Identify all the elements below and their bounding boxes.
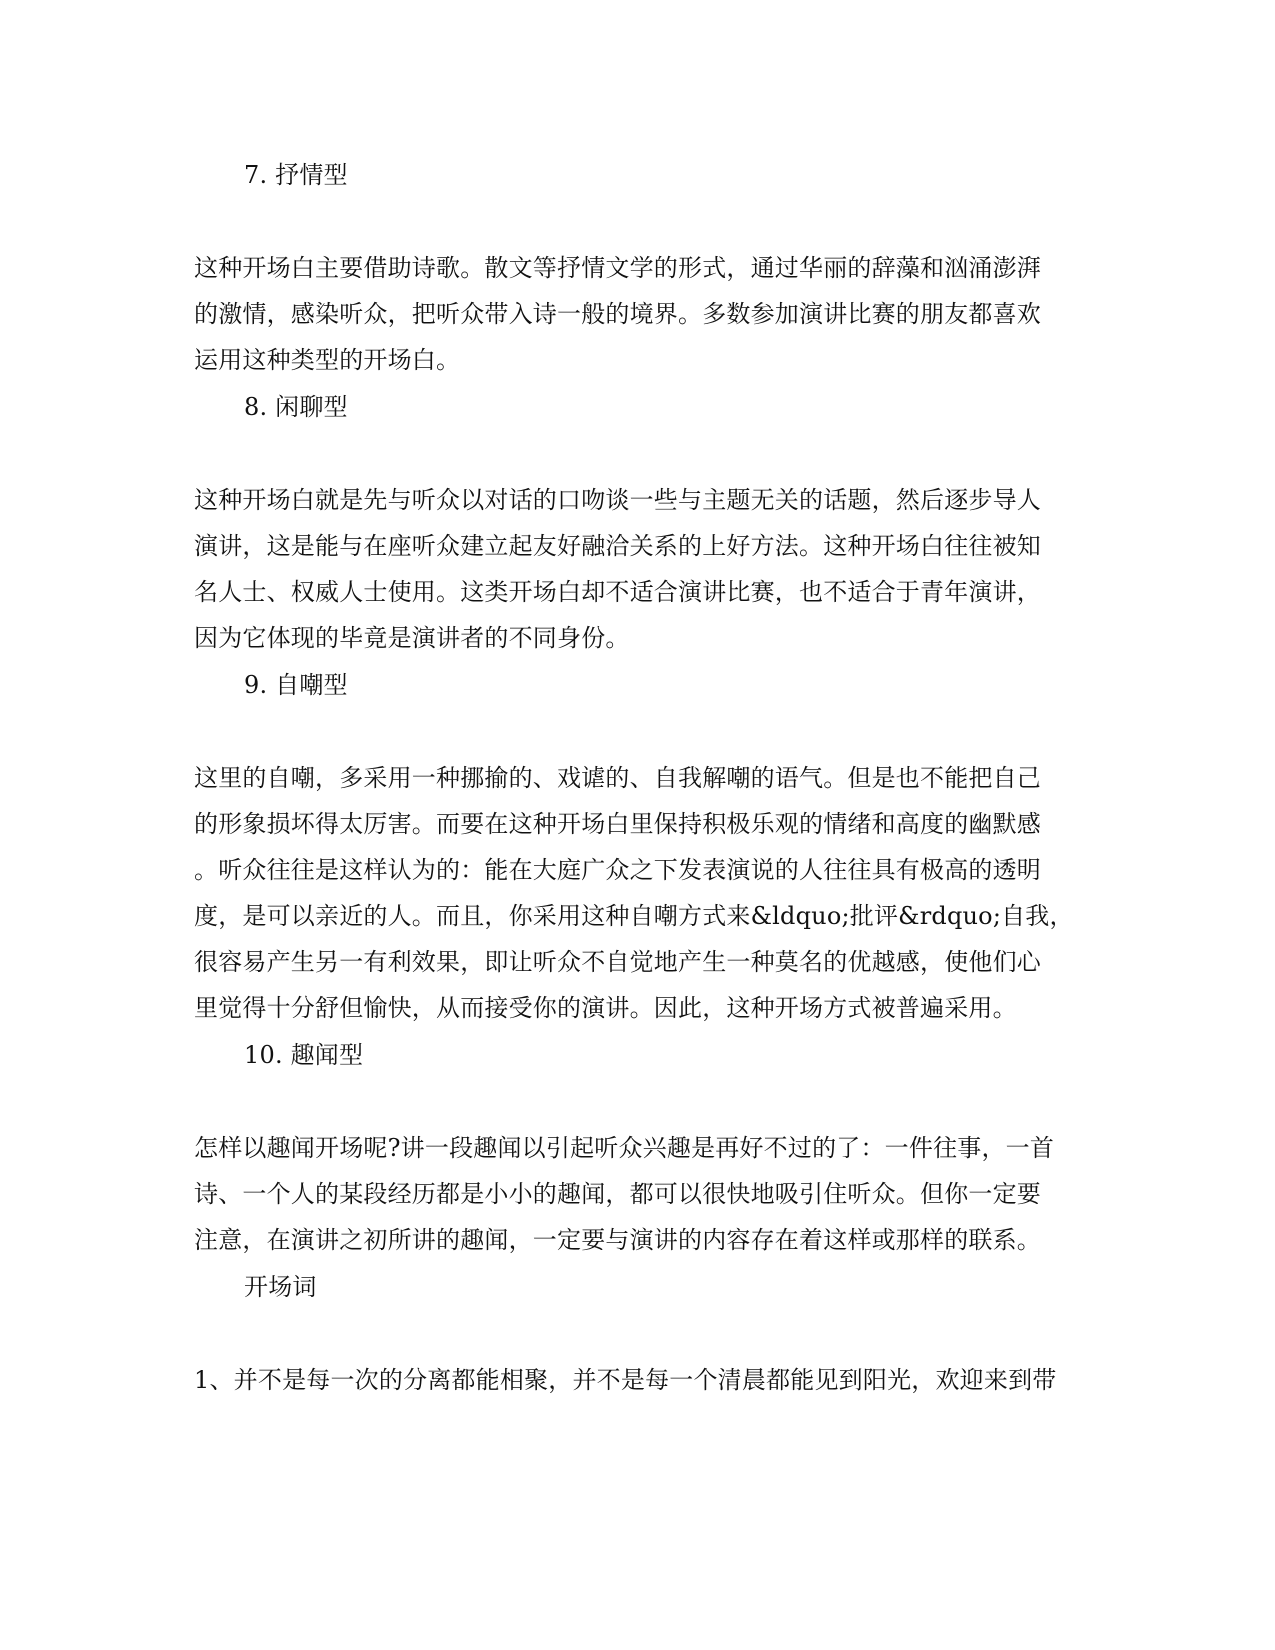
paragraph-line: 诗、一个人的某段经历都是小小的趣闻，都可以很快地吸引住听众。但你一定要: [194, 1180, 1041, 1208]
paragraph-line: 这种开场白就是先与听众以对话的口吻谈一些与主题无关的话题，然后逐步导人: [194, 486, 1041, 514]
paragraph-line: 这里的自嘲，多采用一种挪揄的、戏谑的、自我解嘲的语气。但是也不能把自己: [194, 764, 1041, 792]
paragraph-line: 度，是可以亲近的人。而且，你采用这种自嘲方式来&ldquo;批评&rdquo;自我，: [194, 902, 1074, 930]
paragraph-line: 里觉得十分舒但愉快，从而接受你的演讲。因此，这种开场方式被普遍采用。: [194, 994, 1017, 1022]
paragraph-line: 。听众往往是这样认为的：能在大庭广众之下发表演说的人往往具有极高的透明: [194, 856, 1041, 884]
paragraph-line: 注意，在演讲之初所讲的趣闻，一定要与演讲的内容存在着这样或那样的联系。: [194, 1226, 1041, 1254]
section-heading: 7. 抒情型: [244, 161, 348, 189]
paragraph-line: 因为它体现的毕竟是演讲者的不同身份。: [194, 624, 630, 652]
section-heading: 9. 自嘲型: [244, 671, 348, 699]
paragraph-line: 1、并不是每一次的分离都能相聚，并不是每一个清晨都能见到阳光，欢迎来到带: [194, 1366, 1057, 1394]
paragraph-line: 的激情，感染听众，把听众带入诗一般的境界。多数参加演讲比赛的朋友都喜欢: [194, 300, 1041, 328]
section-heading: 8. 闲聊型: [244, 393, 348, 421]
section-heading: 10. 趣闻型: [244, 1041, 364, 1069]
paragraph-line: 的形象损坏得太厉害。而要在这种开场白里保持积极乐观的情绪和高度的幽默感: [194, 810, 1041, 838]
paragraph-line: 运用这种类型的开场白。: [194, 346, 461, 374]
paragraph-line: 演讲，这是能与在座听众建立起友好融洽关系的上好方法。这种开场白往往被知: [194, 532, 1041, 560]
paragraph-line: 很容易产生另一有利效果，即让听众不自觉地产生一种莫名的优越感，使他们心: [194, 948, 1041, 976]
paragraph-line: 怎样以趣闻开场呢?讲一段趣闻以引起听众兴趣是再好不过的了：一件往事，一首: [194, 1134, 1055, 1162]
paragraph-line: 名人士、权威人士使用。这类开场白却不适合演讲比赛，也不适合于青年演讲，: [194, 578, 1041, 606]
paragraph-line: 这种开场白主要借助诗歌。散文等抒情文学的形式，通过华丽的辞藻和汹涌澎湃: [194, 254, 1041, 282]
section-heading: 开场词: [244, 1273, 317, 1301]
